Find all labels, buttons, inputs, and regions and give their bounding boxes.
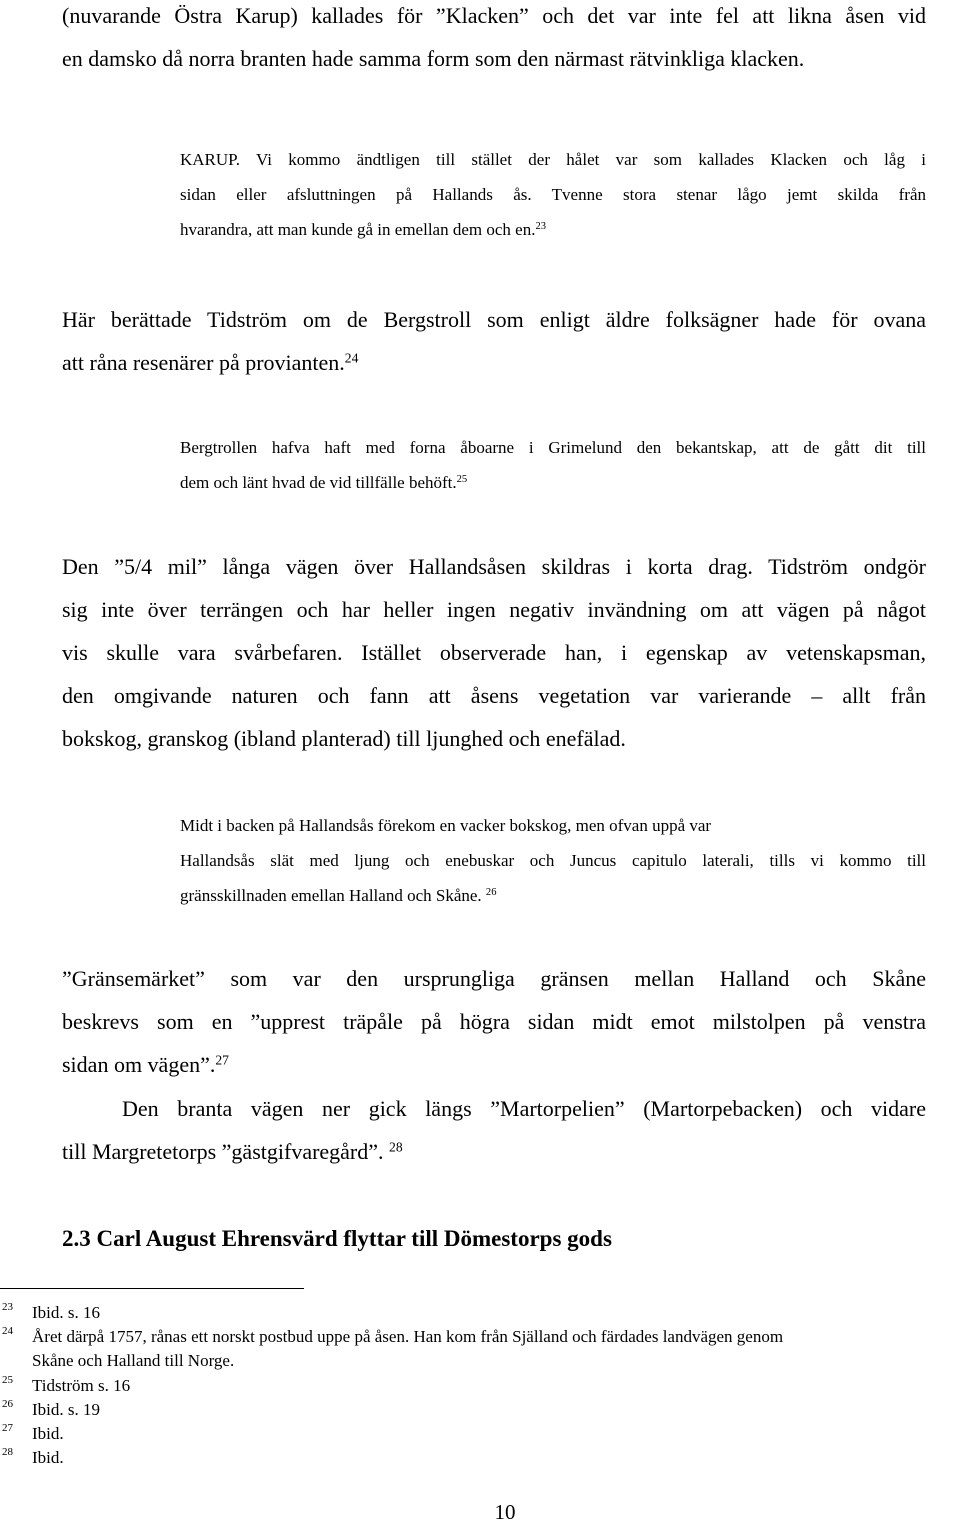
block-quote-3 <box>180 808 926 913</box>
paragraph-4-line-3 <box>62 1043 926 1086</box>
paragraph-3-line-4: den omgivande naturen och fann att åsens vegetation var varierande – allt från <box>62 683 926 708</box>
paragraph-1 <box>62 0 926 80</box>
paragraph-2 <box>62 298 926 384</box>
footnote-23-number: 23 <box>2 1301 13 1313</box>
footnote-ref-27[interactable]: 27 <box>215 1052 229 1068</box>
paragraph-4-line-1: ”Gränsemärket” som var den ursprungliga gränsen mellan Halland och Skåne <box>62 966 926 991</box>
block-quote-3-line-1: Midt i backen på Hallandsås förekom en vacker bokskog, men ofvan uppå var <box>180 816 712 835</box>
paragraph-3-line-3: vis skulle vara svårbefaren. Istället observerade han, i egenskap av vetenskapsman, <box>62 640 926 665</box>
footnote-25-number: 25 <box>2 1374 13 1386</box>
block-quote-1 <box>180 142 926 247</box>
paragraph-5 <box>62 1087 926 1173</box>
block-quote-2-line-2-text: dem och länt hvad de vid tillfälle behöft. <box>180 473 457 492</box>
paragraph-1-line-2: en damsko då norra branten hade samma form som den närmast rätvinkliga klacken. <box>62 46 805 71</box>
paragraph-1-line-1: (nuvarande Östra Karup) kallades för ”Klacken” och det var inte fel att likna åsen vid <box>62 3 926 28</box>
paragraph-4-line-3-text: sidan om vägen”. <box>62 1052 216 1077</box>
footnote-24-number: 24 <box>2 1325 13 1337</box>
footnote-ref-24[interactable]: 24 <box>344 350 359 366</box>
block-quote-3-line-3 <box>180 878 926 913</box>
footnote-ref-26[interactable]: 26 <box>485 887 497 899</box>
paragraph-4 <box>62 957 926 1086</box>
block-quote-2 <box>180 430 926 500</box>
paragraph-5-line-1: Den branta vägen ner gick längs ”Martorpelien” (Martorpebacken) och vidare <box>122 1096 926 1121</box>
footnote-28-text: Ibid. <box>32 1448 64 1467</box>
block-quote-1-line-3-text: hvarandra, att man kunde gå in emellan dem och en. <box>180 220 536 239</box>
footnote-26-text: Ibid. s. 19 <box>32 1400 100 1419</box>
paragraph-2-line-2 <box>62 341 926 384</box>
footnote-24-text-line-2: Skåne och Halland till Norge. <box>32 1351 235 1370</box>
footnote-28-number: 28 <box>2 1446 13 1458</box>
footnote-separator <box>0 1288 304 1289</box>
paragraph-5-line-2-text: till Margretetorps ”gästgifvaregård”. <box>62 1139 384 1164</box>
section-heading: 2.3 Carl August Ehrensvärd flyttar till Dömestorps gods <box>62 1226 612 1251</box>
paragraph-2-line-2-text: att råna resenärer på provianten. <box>62 350 345 375</box>
paragraph-4-line-2: beskrevs som en ”upprest träpåle på högra sidan midt emot milstolpen på venstra <box>62 1009 926 1034</box>
paragraph-3-line-5: bokskog, granskog (ibland planterad) till ljunghed och enefälad. <box>62 726 626 751</box>
block-quote-2-line-2 <box>180 465 926 500</box>
footnote-ref-28[interactable]: 28 <box>389 1139 403 1155</box>
paragraph-3 <box>62 545 926 760</box>
paragraph-3-line-1: Den ”5/4 mil” långa vägen över Hallandsåsen skildras i korta drag. Tidström ondgör <box>62 554 926 579</box>
paragraph-5-line-2 <box>62 1130 926 1173</box>
paragraph-3-line-2: sig inte över terrängen och har heller ingen negativ invändning om att vägen på något <box>62 597 926 622</box>
block-quote-3-line-2: Hallandsås slät med ljung och enebuskar och Juncus capitulo laterali, tills vi kommo till <box>180 851 926 870</box>
footnote-23-text: Ibid. s. 16 <box>32 1303 100 1322</box>
page-number: 10 <box>494 1500 516 1524</box>
footnote-25-text: Tidström s. 16 <box>32 1376 131 1395</box>
block-quote-2-line-1: Bergtrollen hafva haft med forna åboarne i Grimelund den bekantskap, att de gått dit till <box>180 438 926 457</box>
footnote-ref-23[interactable]: 23 <box>535 221 546 233</box>
footnote-27-text: Ibid. <box>32 1424 64 1443</box>
block-quote-1-line-3 <box>180 212 926 247</box>
footnote-24-text: Året därpå 1757, rånas ett norskt postbud uppe på åsen. Han kom från Själland och färdades landvägen genom <box>32 1327 784 1346</box>
paragraph-2-line-1: Här berättade Tidström om de Bergstroll som enligt äldre folksägner hade för ovana <box>62 307 926 332</box>
block-quote-1-line-2: sidan eller afsluttningen på Hallands ås. Tvenne stora stenar lågo jemt skilda från <box>180 185 926 204</box>
footnote-ref-25[interactable]: 25 <box>456 474 468 486</box>
footnote-27-number: 27 <box>2 1422 13 1434</box>
block-quote-1-line-1: KARUP. Vi kommo ändtligen till stället der hålet var som kallades Klacken och låg i <box>180 150 926 169</box>
footnote-26-number: 26 <box>2 1398 13 1410</box>
block-quote-3-line-3-text: gränsskillnaden emellan Halland och Skåne. <box>180 886 482 905</box>
